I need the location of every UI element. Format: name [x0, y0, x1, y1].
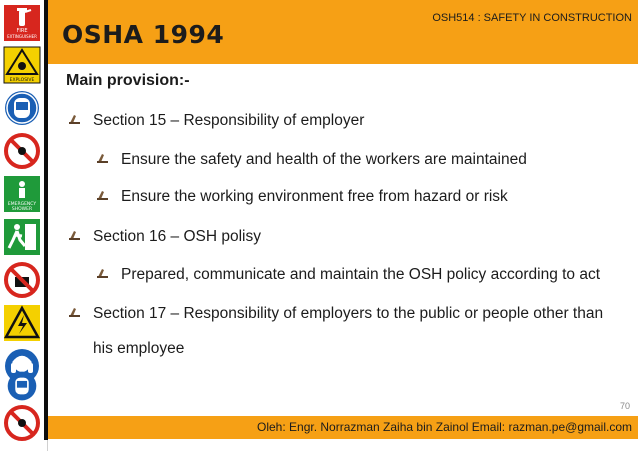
sub-bullet-item — [96, 262, 600, 288]
bullet-item — [68, 108, 364, 134]
footer-bar — [48, 416, 638, 439]
explosive-sign-icon — [3, 46, 41, 84]
bullet-icon — [96, 151, 109, 164]
bullet-text: his employee — [93, 340, 185, 357]
bullet-text: Section 15 – Responsibility of employer — [93, 112, 365, 129]
footer-text: Oleh: Engr. Norrazman Zaiha bin Zainol Email: razman.pe@gmail.com — [257, 420, 632, 434]
no-entry-sign-icon-2 — [3, 404, 41, 442]
fire-sign-label-1: FIRE — [16, 28, 28, 34]
sidebar-divider — [44, 0, 48, 440]
bullet-icon — [68, 112, 81, 125]
bullet-icon — [96, 266, 109, 279]
slide-title: OSHA 1994 — [62, 20, 225, 49]
safety-sign-sidebar — [0, 0, 48, 451]
bullet-icon — [96, 188, 109, 201]
bullet-text: Ensure the safety and health of the workers are maintained — [121, 151, 527, 168]
fire-extinguisher-sign-icon — [3, 4, 41, 42]
no-touch-sign-icon — [3, 261, 41, 299]
slide-body — [62, 64, 632, 424]
explosive-sign-label: EXPLOSIVE — [9, 78, 35, 83]
bullet-continuation — [93, 336, 184, 362]
bullet-item — [68, 301, 603, 327]
sub-bullet-item — [96, 184, 508, 210]
electrical-hazard-sign-icon — [3, 304, 41, 342]
shower-sign-label-1: EMERGENCY — [7, 202, 37, 207]
no-entry-sign-icon — [3, 132, 41, 170]
bullet-icon — [68, 228, 81, 241]
bullet-text: Prepared, communicate and maintain the OSH policy according to act — [121, 266, 601, 283]
fire-sign-label-2: EXTINGUISHER — [7, 34, 37, 39]
emergency-exit-sign-icon — [3, 218, 41, 256]
section-heading: Main provision:- — [66, 72, 190, 89]
bullet-text: Section 17 – Responsibility of employers to the public or people other than — [93, 305, 604, 322]
bullet-item — [68, 224, 261, 250]
emergency-shower-sign-icon — [3, 175, 41, 213]
face-shield-sign-icon — [3, 89, 41, 127]
bullet-text: Ensure the working environment free from hazard or risk — [121, 188, 508, 205]
bullet-text: Section 16 – OSH polisy — [93, 228, 262, 245]
course-label: OSH514 : SAFETY IN CONSTRUCTION — [432, 12, 632, 24]
shower-sign-label-2: SHOWER — [11, 207, 33, 212]
face-shield-sign-icon-2-visible — [6, 370, 38, 402]
bullet-icon — [68, 305, 81, 318]
page-number: 70 — [619, 401, 630, 411]
sub-bullet-item — [96, 147, 527, 173]
